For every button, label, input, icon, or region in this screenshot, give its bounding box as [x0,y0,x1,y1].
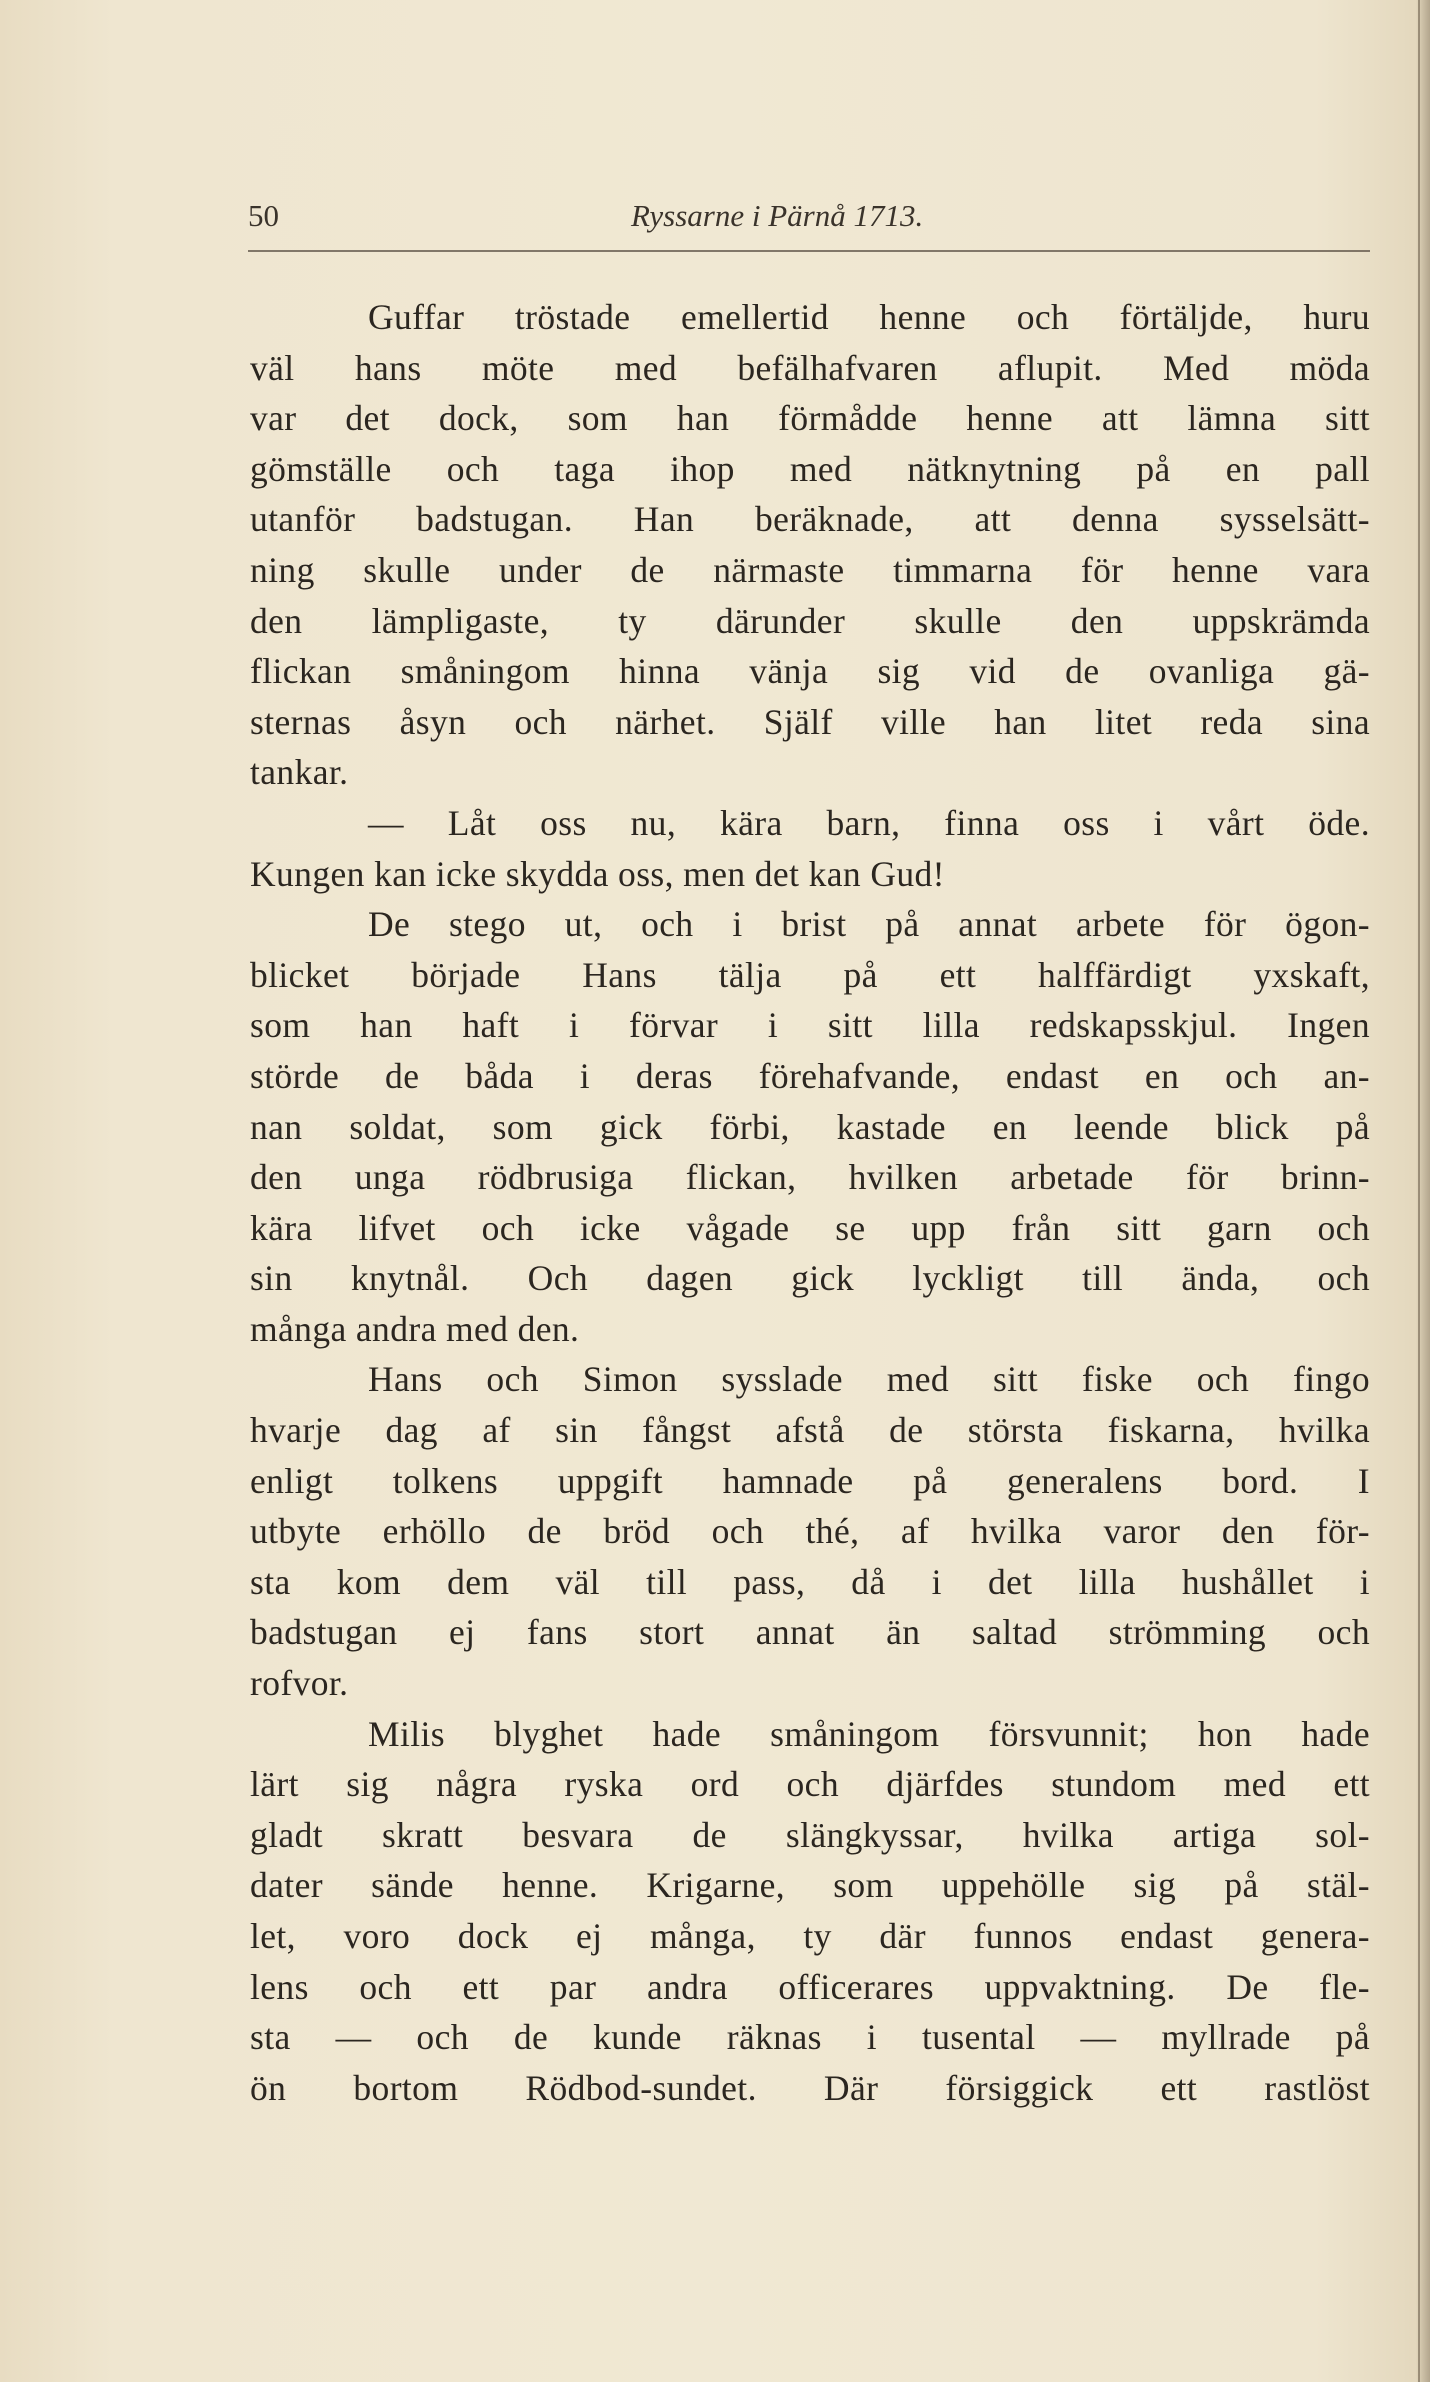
text-line: — Låt oss nu, kära barn, finna oss i vårt öde. [368,802,1370,843]
text-line: den lämpligaste, ty därunder skulle den uppskrämda [250,600,1370,641]
text-line: Hans och Simon sysslade med sitt fiske och fingo [368,1359,1370,1400]
text-line: tankar. [250,752,349,793]
text-line: flickan småningom hinna vänja sig vid de ovanliga gä- [250,651,1370,692]
text-line: var det dock, som han förmådde henne att lämna sitt [250,398,1370,439]
page-edge-line [1418,0,1420,2382]
text-line: ning skulle under de närmaste timmarna för henne vara [250,549,1370,590]
text-line: utbyte erhöllo de bröd och thé, af hvilka varor den för- [250,1511,1370,1552]
text-line: sta — och de kunde räknas i tusental — myllrade på [250,2017,1370,2058]
text-line: blicket började Hans tälja på ett halffärdigt yxskaft, [250,954,1370,995]
text-line: många andra med den. [250,1308,580,1349]
text-line: Guffar tröstade emellertid henne och förtäljde, huru [368,297,1370,337]
text-line: nan soldat, som gick förbi, kastade en leende blick på [250,1106,1370,1147]
text-line: utanför badstugan. Han beräknade, att denna sysselsätt- [250,499,1370,540]
text-line: rofvor. [250,1663,349,1704]
text-line: let, voro dock ej många, ty där funnos endast genera- [250,1916,1370,1956]
text-line: väl hans möte med befälhafvaren aflupit. Med möda [250,347,1370,388]
header-rule [248,250,1370,252]
body-text [250,292,1370,2113]
text-line: lärt sig några ryska ord och djärfdes stundom med ett [250,1764,1370,1805]
text-line: sta kom dem väl till pass, då i det lilla hushållet i [250,1561,1370,1602]
text-line: De stego ut, och i brist på annat arbete för ögon- [368,904,1370,945]
page-header [248,198,1368,248]
text-line: hvarje dag af sin fångst afstå de största fiskarna, hvilka [250,1410,1370,1451]
text-line: lens och ett par andra officerares uppvaktning. De fle- [250,1966,1370,2007]
text-line: störde de båda i deras förehafvande, endast en och an- [250,1055,1370,1096]
text-line: dater sände henne. Krigarne, som uppehölle sig på stäl- [250,1865,1370,1906]
text-line: ön bortom Rödbod-sundet. Där försiggick ett rastlöst [250,2067,1370,2108]
text-line: Milis blyghet hade småningom försvunnit; hon hade [368,1713,1370,1754]
text-line: den unga rödbrusiga flickan, hvilken arbetade för brinn- [250,1157,1370,1198]
text-line: kära lifvet och icke vågade se upp från sitt garn och [250,1207,1370,1248]
page-number: 50 [248,198,279,233]
text-line: gömställe och taga ihop med nätknytning på en pall [250,448,1370,489]
text-line: badstugan ej fans stort annat än saltad strömming och [250,1612,1370,1653]
text-line: enligt tolkens uppgift hamnade på generalens bord. I [250,1460,1370,1501]
running-title: Ryssarne i Pärnå 1713. [631,198,924,233]
text-line: Kungen kan icke skydda oss, men det kan Gud! [250,853,945,894]
text-line: gladt skratt besvara de slängkyssar, hvilka artiga sol- [250,1814,1370,1855]
text-line: som han haft i förvar i sitt lilla redskapsskjul. Ingen [250,1005,1370,1046]
text-line: sternas åsyn och närhet. Själf ville han litet reda sina [250,701,1370,742]
text-line: sin knytnål. Och dagen gick lyckligt till ända, och [250,1258,1370,1299]
